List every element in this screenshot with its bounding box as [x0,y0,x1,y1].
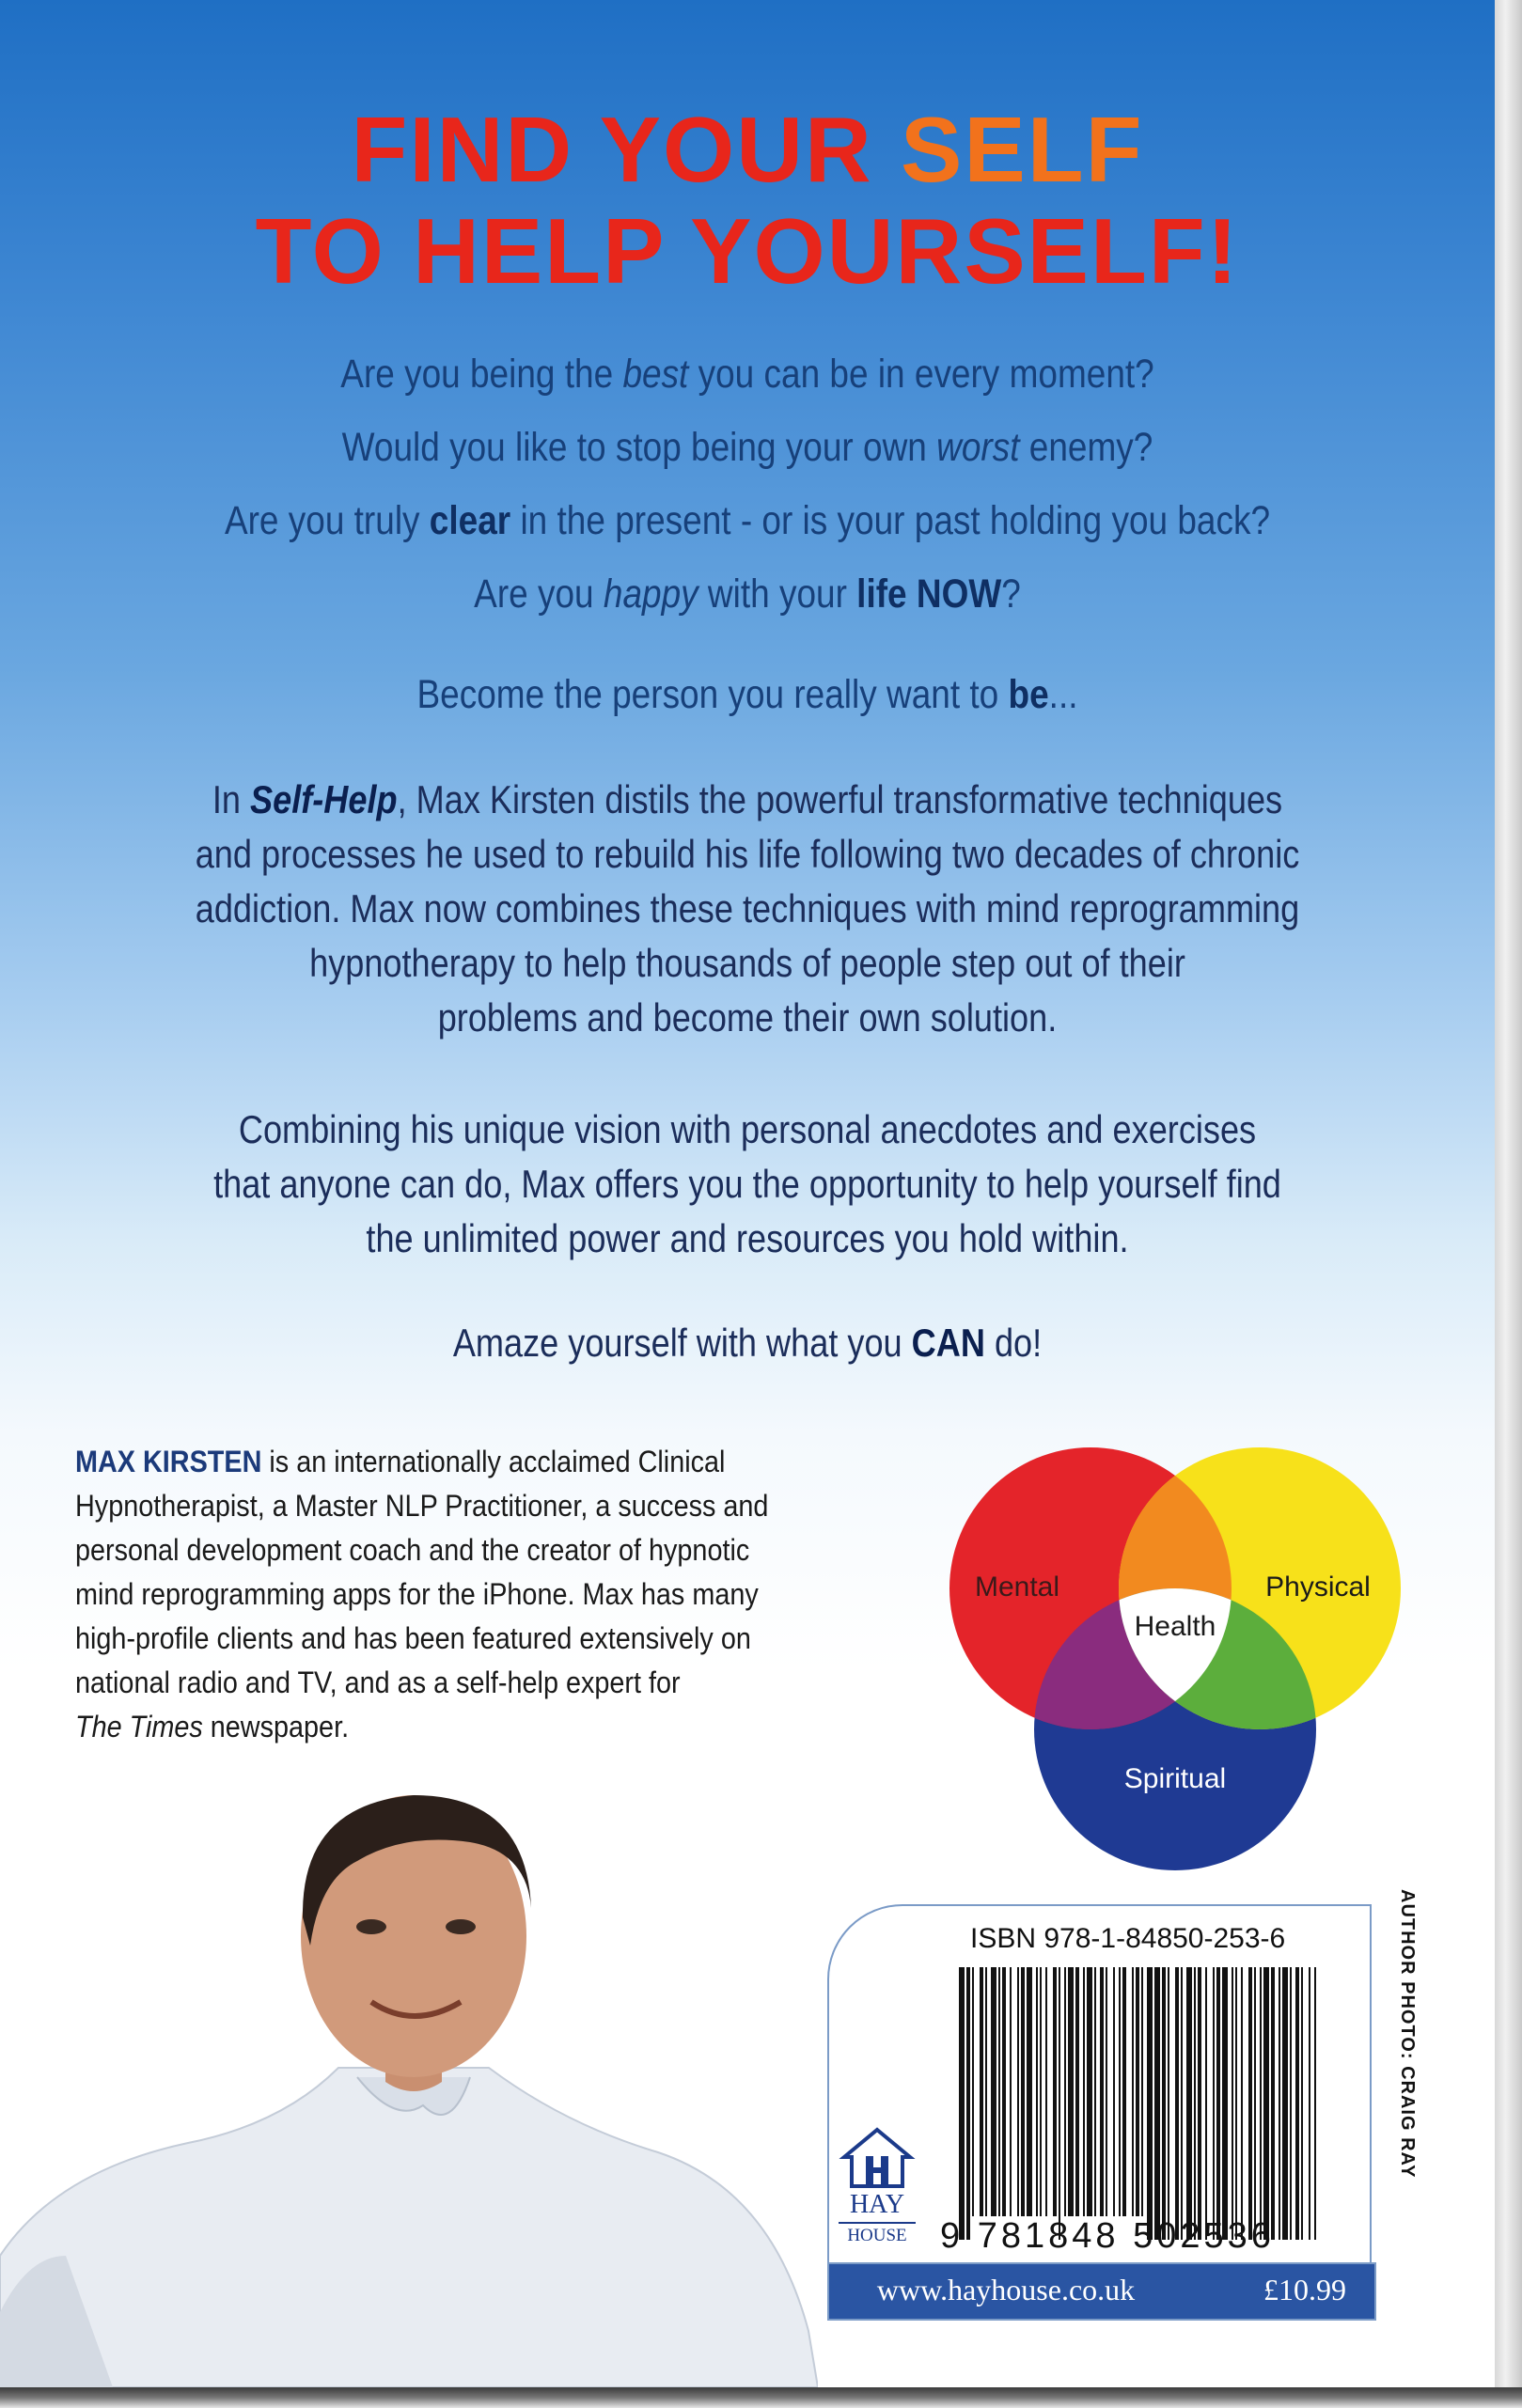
headline-self: SELF [901,98,1144,201]
barcode-bar [1213,1967,1215,2240]
q1-text-a: Are you being the [340,352,623,397]
house-word: HOUSE [839,2222,916,2244]
q2-text-c: enemy? [1019,425,1153,470]
barcode-bar [1222,1967,1228,2240]
barcode-bar [1100,1967,1104,2216]
barcode-bar [959,1967,965,2240]
barcode-bar [1235,1967,1237,2240]
barcode-bar [1309,1967,1310,2240]
para1-line-4: hypnotherapy to help thousands of people step out of their [309,941,1185,985]
barcode-bar [1064,1967,1066,2216]
q4-emphasis: happy [603,571,698,617]
barcode-bar [1132,1967,1134,2216]
bio-line-1 [75,1440,837,1484]
headline-line-2: TO HELP YOURSELF! [255,199,1240,303]
barcode-bar [998,1967,1000,2216]
cover-edge-bottom [0,2387,1522,2408]
para1-line-2: and processes he used to rebuild his life following two decades of chronic [195,832,1300,876]
bio-line-6: national radio and TV, and as a self-help expert for [75,1665,681,1699]
barcode-bar [1141,1967,1143,2216]
bio-line-7-text: newspaper. [202,1710,350,1743]
q3-text-c: in the present - or is your past holding you back? [510,498,1271,543]
barcode-bar [1301,1967,1303,2240]
barcode-digits-right: 502536 [1133,2216,1275,2256]
q5-text-a: Become the person you really want to [416,672,1009,717]
barcode-bar [1154,1967,1160,2240]
book-title-self-help: Self-Help [250,777,398,821]
price: £10.99 [1263,2273,1346,2306]
tagline-text-a: Amaze yourself with what you [452,1321,912,1365]
barcode-bar [1083,1967,1085,2216]
question-4 [104,571,1389,617]
q3-text-a: Are you truly [224,498,430,543]
barcode-bar [1122,1967,1126,2216]
barcode-bar [1271,1967,1275,2240]
barcode-bar [1021,1967,1025,2216]
barcode-bar [1010,1967,1012,2216]
barcode-digits-left: 781848 [977,2216,1120,2256]
mental-label: Mental [974,1571,1060,1603]
barcode-bar [1113,1967,1115,2216]
barcode-bar [1314,1967,1316,2240]
isbn: ISBN 978-1-84850-253-6 [970,1923,1286,1954]
barcode-bar [1295,1967,1299,2240]
barcode-bar [1263,1967,1269,2240]
barcode-bar [1162,1967,1166,2240]
barcode-bar [972,1967,974,2216]
q5-emphasis: be [1008,672,1049,717]
author-photo [0,1729,818,2387]
barcode-bar [1186,1967,1192,2240]
barcode-bar [966,1967,970,2240]
barcode-bar [991,1967,996,2216]
q2-text-a: Would you like to stop being your own [341,425,937,470]
author-bio [75,1440,837,1749]
become-line [104,672,1389,717]
barcode-bar [1059,1967,1060,2240]
barcode-bar [985,1967,987,2216]
bio-line-2: Hypnotherapist, a Master NLP Practitioner, a success and [75,1489,769,1523]
barcode-bar [1106,1967,1107,2216]
q1-text-c: you can be in every moment? [688,352,1154,397]
para1-line-1-rest: , Max Kirsten distils the powerful transformative techniques [397,777,1283,821]
barcode-bar [1194,1967,1196,2240]
q3-emphasis: clear [429,498,511,543]
barcode-bar [1175,1967,1179,2240]
bio-line-4: mind reprogramming apps for the iPhone. Max has many [75,1577,759,1611]
question-3 [104,498,1389,543]
tagline-can: CAN [911,1321,985,1365]
barcode-digits [940,2216,1373,2257]
para1-in: In [212,777,251,821]
spiritual-label: Spiritual [1123,1763,1227,1794]
barcode-bar [980,1967,983,2216]
barcode-bar [1087,1967,1092,2216]
barcode-bar [1290,1967,1292,2240]
the-times: The Times [75,1710,203,1743]
q4-life-now: life NOW [856,571,1002,617]
q5-text-c: ... [1048,672,1078,717]
barcode-bar [1248,1967,1252,2240]
barcode-bar [1232,1967,1233,2240]
barcode [959,1967,1316,2240]
headline-line-1 [0,98,1495,201]
physical-label: Physical [1265,1571,1371,1603]
publisher-url[interactable]: www.hayhouse.co.uk [876,2273,1136,2306]
barcode-bar [1282,1967,1288,2240]
bio-line-3: personal development coach and the creator of hypnotic [75,1533,750,1567]
barcode-bar [1279,1967,1280,2240]
barcode-bar [1241,1967,1243,2240]
para2-line-1: Combining his unique vision with personal anecdotes and exercises [238,1107,1257,1151]
barcode-bar [1216,1967,1220,2240]
cover-edge-right [1495,0,1522,2408]
barcode-bar [1075,1967,1079,2216]
barcode-bar [1036,1967,1038,2216]
bio-line-5: high-profile clients and has been featured extensively on [75,1621,751,1655]
hay-word: HAY [849,2190,905,2219]
para1-line-1 [104,777,1389,821]
barcode-digit-1: 9 [940,2216,965,2256]
barcode-bar [1040,1967,1042,2216]
q4-text-c: with your [698,571,857,617]
bio-line-1-text: is an internationally acclaimed Clinical [261,1445,726,1478]
barcode-bar [1205,1967,1207,2240]
barcode-bar [1002,1967,1006,2216]
barcode-bar [1260,1967,1262,2240]
photo-credit: AUTHOR PHOTO: CRAIG RAY [1397,1889,1418,2179]
barcode-bar [1045,1967,1047,2216]
q4-text-a: Are you [474,571,604,617]
q4-text-e: ? [1001,571,1021,617]
barcode-bar [1254,1967,1256,2240]
barcode-bar [1053,1967,1057,2216]
tagline-text-c: do! [984,1321,1043,1365]
q2-emphasis: worst [936,425,1020,470]
q1-emphasis: best [622,352,689,397]
para1-line-3: addiction. Max now combines these techniques with mind reprogramming [195,886,1300,930]
hay-house-logo [835,2124,919,2256]
house-icon [835,2124,919,2190]
author-name: MAX KIRSTEN [75,1445,262,1478]
question-1 [104,354,1389,395]
barcode-bar [1094,1967,1096,2216]
barcode-bar [1168,1967,1169,2240]
barcode-bar [1017,1967,1019,2216]
question-2 [104,425,1389,470]
tagline [104,1323,1389,1363]
barcode-bar [1147,1967,1153,2240]
barcode-bar [1027,1967,1032,2216]
barcode-bar [1136,1967,1139,2216]
para2-line-3: the unlimited power and resources you hold within. [366,1216,1129,1260]
venn-diagram [931,1429,1420,1880]
headline-find-your: FIND YOUR [351,98,901,201]
para2-line-2: that anyone can do, Max offers you the opportunity to help yourself find [213,1162,1281,1206]
barcode-bar [1181,1967,1183,2240]
barcode-bar [1119,1967,1121,2216]
health-label: Health [1134,1611,1216,1642]
barcode-bar [1068,1967,1074,2216]
barcode-bar [1198,1967,1201,2240]
para1-line-5: problems and become their own solution. [437,995,1058,1040]
